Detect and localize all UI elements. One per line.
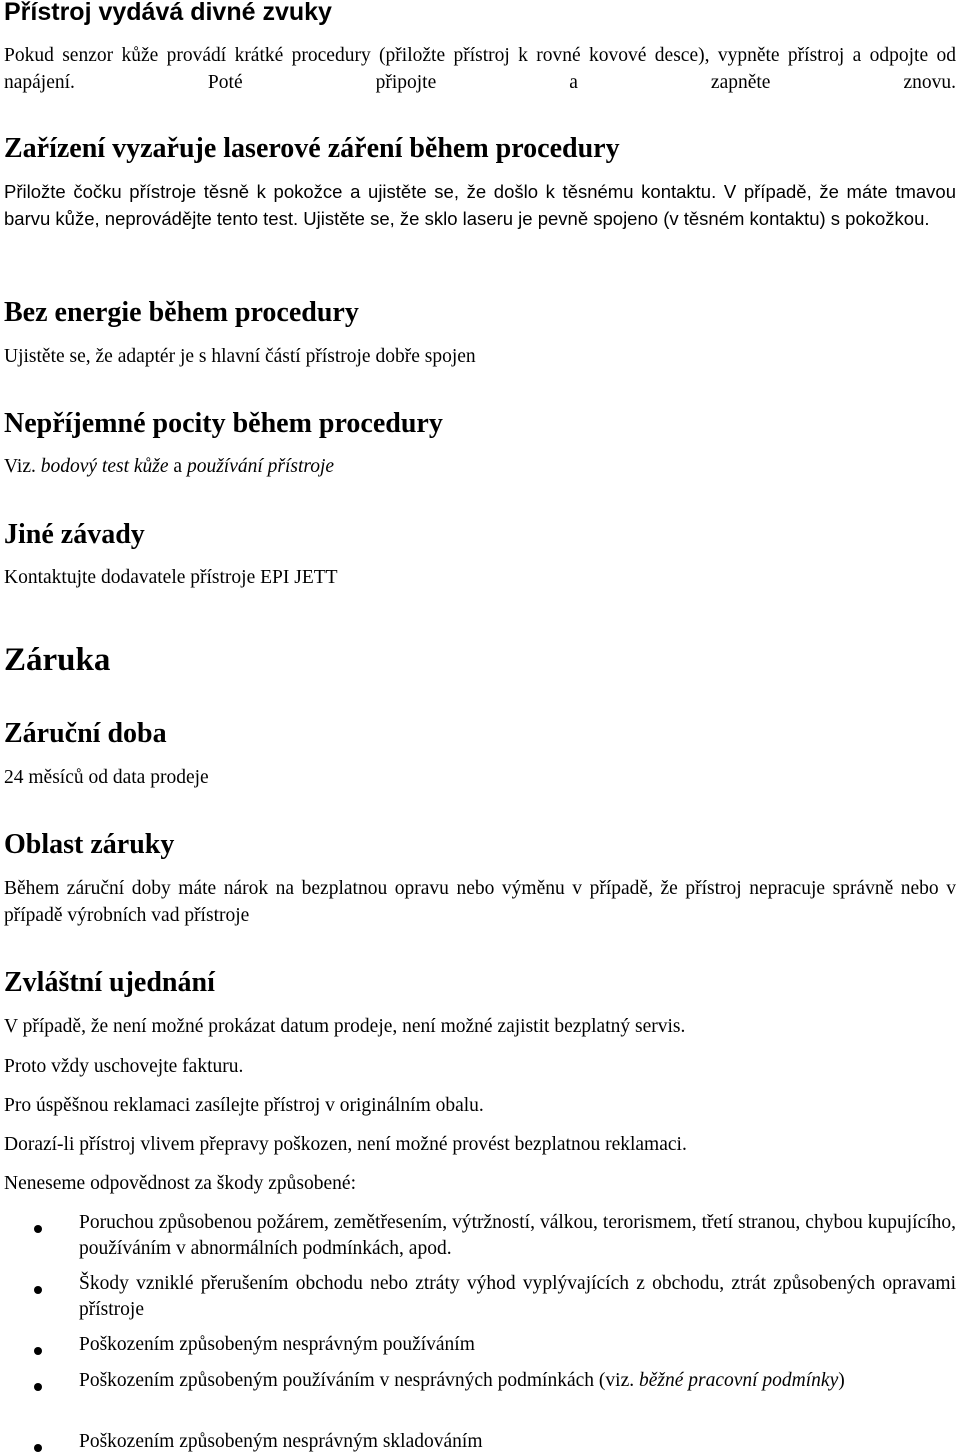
- list-item-text: Škody vzniklé přerušením obchodu nebo ztráty výhod vyplývajících z obchodu, ztrát způsobených opravami přístroje: [79, 1273, 956, 1320]
- bullet-icon: [34, 1225, 42, 1233]
- heading-strange-noise: Přístroj vydává divné zvuky: [4, 0, 332, 26]
- bullet-icon: [34, 1383, 42, 1391]
- paragraph-laser-radiation: Přiložte čočku přístroje těsně k pokožce a ujistěte se, že došlo k těsnému kontaktu. V případě, že máte tmavou barvu kůže, neprovádějte tento test. Ujistěte se, že sklo laseru je pevně spojeno (v těsném kontaktu) s pokožkou.: [4, 181, 956, 229]
- bullet-icon: [34, 1286, 42, 1294]
- paragraph-discomfort: [4, 453, 334, 480]
- paragraph-other-faults: Kontaktujte dodavatele přístroje EPI JETT: [4, 567, 338, 588]
- special-terms-line: Proto vždy uschovejte fakturu.: [4, 1056, 244, 1077]
- heading-discomfort: Nepříjemné pocity během procedury: [4, 408, 443, 439]
- heading-no-power: Bez energie během procedury: [4, 297, 359, 328]
- heading-laser-radiation: Zařízení vyzařuje laserové záření během procedury: [4, 133, 620, 164]
- heading-warranty: Záruka: [4, 642, 111, 678]
- and-connector: a: [168, 456, 187, 477]
- paragraph-warranty-period: 24 měsíců od data prodeje: [4, 767, 209, 788]
- list-item-text: [79, 1368, 956, 1394]
- list-item-text: Poškozením způsobeným nesprávným skladováním: [79, 1431, 483, 1452]
- list-item-prefix: Poškozením způsobeným používáním v nesprávných podmínkách (viz.: [79, 1370, 639, 1391]
- paragraph-strange-noise: Pokud senzor kůže provádí krátké procedury (přiložte přístroj k rovné kovové desce), vypněte přístroj a odpojte od napájení. Poté připojte a zapněte znovu.: [4, 45, 956, 93]
- list-item-text: Poruchou způsobenou požárem, zemětřesením, výtržností, válkou, terorismem, třetí stranou, chybou kupujícího, používáním v abnormálních podmínkách, apod.: [79, 1212, 956, 1259]
- see-prefix: Viz.: [4, 456, 41, 477]
- heading-warranty-scope: Oblast záruky: [4, 829, 175, 860]
- special-terms-line: V případě, že není možné prokázat datum prodeje, není možné zajistit bezplatný servis.: [4, 1016, 686, 1037]
- ref-normal-working-conditions: běžné pracovní podmínky: [638, 1370, 839, 1391]
- heading-special-terms: Zvláštní ujednání: [4, 967, 215, 998]
- paragraph-no-power: Ujistěte se, že adaptér je s hlavní částí přístroje dobře spojen: [4, 346, 476, 367]
- bullet-icon: [34, 1347, 42, 1355]
- paragraph-warranty-scope: Během záruční doby máte nárok na bezplatnou opravu nebo výměnu v případě, že přístroj nepracuje správně nebo v případě výrobních vad přístroje: [4, 878, 956, 926]
- heading-warranty-period: Záruční doba: [4, 718, 167, 749]
- ref-skin-spot-test: bodový test kůže: [40, 456, 169, 477]
- special-terms-line: Pro úspěšnou reklamaci zasílejte přístroj v originálním obalu.: [4, 1095, 484, 1116]
- ref-device-usage: používání přístroje: [186, 456, 335, 477]
- list-item-text: Poškozením způsobeným nesprávným používáním: [79, 1334, 475, 1355]
- special-terms-line: Neneseme odpovědnost za škody způsobené:: [4, 1173, 356, 1194]
- list-item-suffix: ): [838, 1370, 845, 1391]
- bullet-icon: [34, 1444, 42, 1452]
- heading-other-faults: Jiné závady: [4, 519, 145, 550]
- special-terms-line: Dorazí-li přístroj vlivem přepravy poškozen, není možné provést bezplatnou reklamaci.: [4, 1134, 687, 1155]
